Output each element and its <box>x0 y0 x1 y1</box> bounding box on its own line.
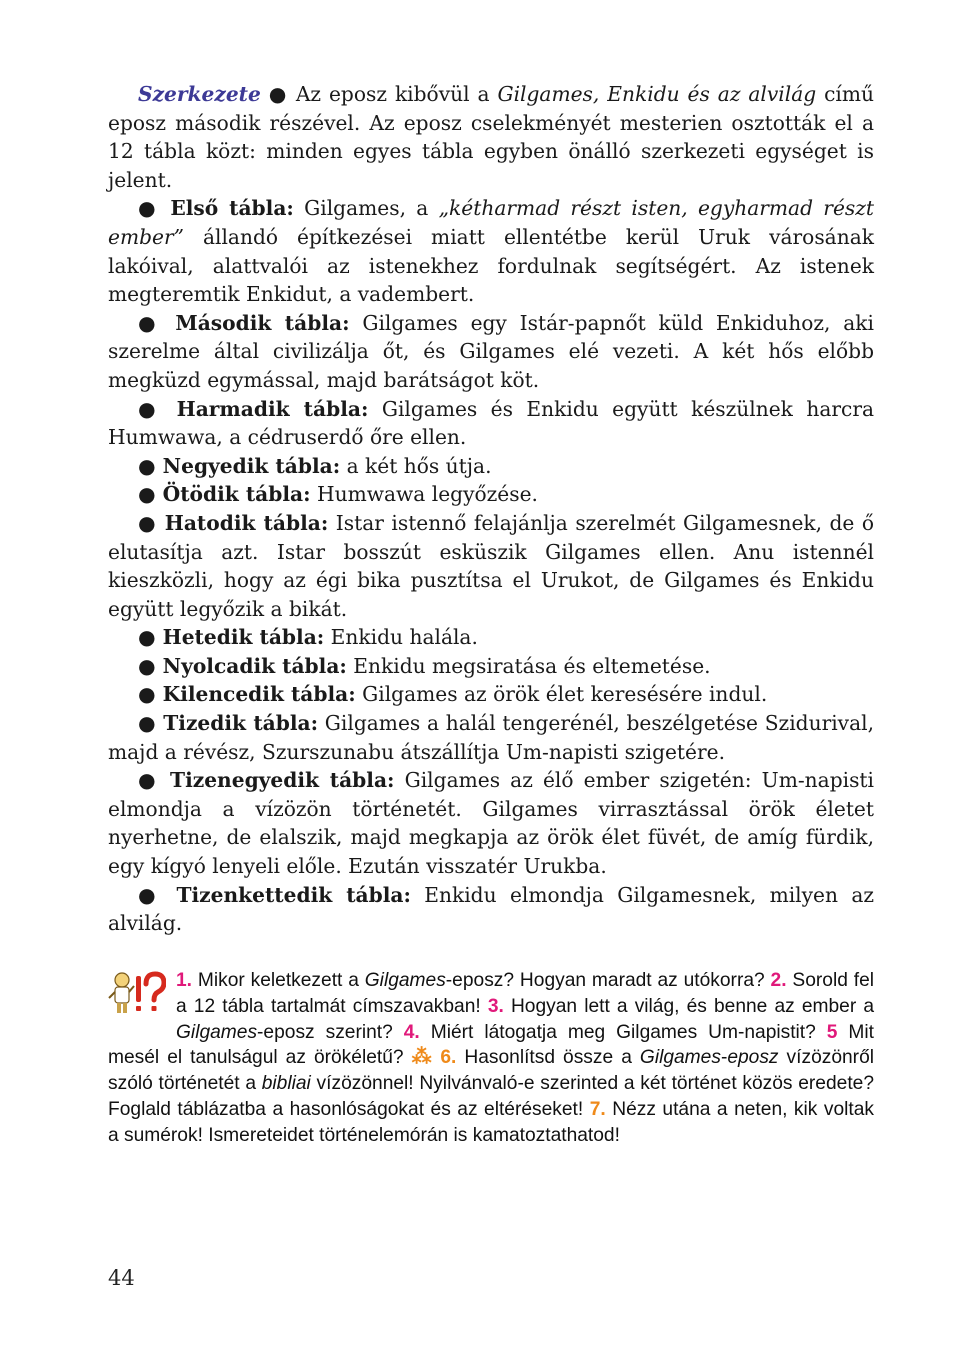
paragraph-tablet-8: ● Nyolcadik tábla: Enkidu megsiratása és eltemetése. <box>138 653 711 678</box>
paragraph-tablet-12: ● Tizenkettedik tábla: Enkidu elmondja Gilgamesnek, milyen az alvilág. <box>108 882 874 936</box>
paragraph-tablet-11: ● Tizenegyedik tábla: Gilgames az élő ember szigetén: Um-napisti elmondja a vízözön történetét. Gilgames virrasztással örök életet nyerhetne, de elalszik, majd megkapja az örök élet füvét, de amíg fürdik, egy kígyó lenyeli előle. Ezután visszatér Urukba. <box>108 768 874 879</box>
paragraph-tablet-1: ● Első tábla: Gilgames, a „kétharmad részt isten, egyharmad részt ember” állandó építkezései miatt ellentétbe kerül Uruk városának lakóival, alattvalói az istenekhez fordulnak segítségért. Az istenek megteremtik Enkidut, a vadembert. <box>108 196 874 307</box>
paragraph-tablet-5: ● Ötödik tábla: Humwawa legyőzése. <box>138 482 538 507</box>
paragraph-tablet-7: ● Hetedik tábla: Enkidu halála. <box>138 625 478 650</box>
question-icon <box>108 968 166 1020</box>
questions-block: 1. Mikor keletkezett a Gilgames-eposz? Hogyan maradt az utókorra? 2. Sorold fel a 12 tábla tartalmát címszavakban! 3. Hogyan lett a világ, és benne az ember a Gilgames-eposz szerint? 4. Miért látogatja meg Gilgames Um-napistit? 5 Mit mesél el tanulságul az örökéletű? ⁂ 6. Hasonlítsd össze a Gilgames-eposz vízözönről szóló történetét a bibliai vízözönnel! Nyilvánvaló-e szerinted a két történet közös eredete? Foglald táblázatba a hasonlóságokat és az eltéréseket! 7. Nézz utána a neten, kik voltak a sumérok! Ismereteidet történelemórán is kamatoztathatod! <box>108 970 875 1146</box>
section-lead: Szerkezete <box>138 82 261 106</box>
paragraph-tablet-6: ● Hatodik tábla: Istar istennő felajánlja szerelmét Gilgamesnek, de ő elutasítja azt. Istar bosszút esküszik Gilgames ellen. Anu istennél kieszközli, hogy az égi bika pusztítsa el Urukot, de Gilgames és Enkidu együtt legyőzik a bikát. <box>108 510 875 621</box>
paragraph-intro: Szerkezete ● Az eposz kibővül a Gilgames, Enkidu és az alvilág című eposz második részével. Az eposz cselekményét mesterien osztották el a 12 tábla közt: minden egyes tábla egyben önálló szerkezeti egységet is jelent. <box>108 82 874 192</box>
paragraph-tablet-3: ● Harmadik tábla: Gilgames és Enkidu együtt készülnek harcra Humwawa, a cédruserdő őre ellen. <box>108 396 874 450</box>
paragraph-tablet-4: ● Negyedik tábla: a két hős útja. <box>138 453 492 478</box>
paragraph-tablet-9: ● Kilencedik tábla: Gilgames az örök élet keresésére indul. <box>138 682 768 707</box>
paragraph-tablet-10: ● Tizedik tábla: Gilgames a halál tengerénél, beszélgetése Szidurival, majd a révész, Szurszunabu átszállítja Um-napisti szigetére. <box>108 711 874 764</box>
star-icon: ⁂ <box>411 1046 433 1069</box>
page-number: 44 <box>108 1266 135 1290</box>
paragraph-tablet-2: ● Második tábla: Gilgames egy Istár-papnőt küld Enkiduhoz, aki szerelme által civilizálja őt, és Gilgames elé vezeti. A két hős előbb megküzd egymással, majd barátságot köt. <box>108 310 874 392</box>
main-text <box>108 80 874 938</box>
